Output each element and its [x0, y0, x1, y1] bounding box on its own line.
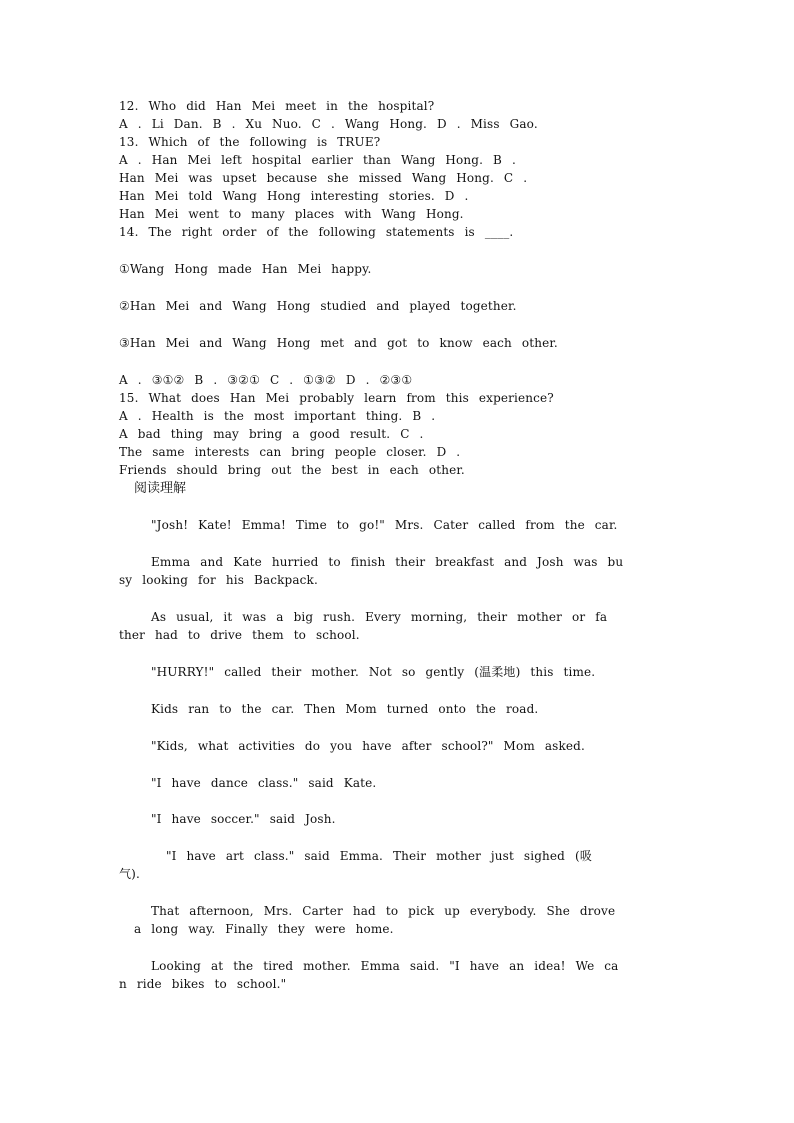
passage-paragraph: "HURRY!" called their mother. Not so gently (温柔地) this time. [151, 665, 596, 679]
question-14-stem: 14. The right order of the following statements is ____. [119, 225, 514, 239]
question-12-options: A . Li Dan. B . Xu Nuo. C . Wang Hong. D . Miss Gao. [119, 117, 538, 131]
question-14-statement: ②Han Mei and Wang Hong studied and played together. [119, 299, 517, 313]
passage-paragraph-continuation: 气). [119, 867, 140, 881]
passage-paragraph: "Kids, what activities do you have after school?" Mom asked. [151, 739, 585, 753]
passage-paragraph: "I have soccer." said Josh. [151, 812, 336, 826]
question-12-stem: 12. Who did Han Mei meet in the hospital? [119, 99, 435, 113]
passage-paragraph: Looking at the tired mother. Emma said. "I have an idea! We ca [151, 959, 619, 973]
question-13-option-line: A . Han Mei left hospital earlier than Wang Hong. B . [119, 153, 516, 167]
question-13-option-line: Han Mei went to many places with Wang Hong. [119, 207, 464, 221]
question-15-option-line: A . Health is the most important thing. B . [119, 409, 436, 423]
question-14-options: A . ③①② B . ③②① C . ①③② D . ②③① [119, 373, 413, 387]
passage-paragraph-continuation: ther had to drive them to school. [119, 628, 360, 642]
question-13-stem: 13. Which of the following is TRUE? [119, 135, 381, 149]
passage-paragraph: "Josh! Kate! Emma! Time to go!" Mrs. Cater called from the car. [151, 518, 618, 532]
passage-paragraph: "I have dance class." said Kate. [151, 776, 377, 790]
question-14-statement: ①Wang Hong made Han Mei happy. [119, 262, 372, 276]
section-heading: 阅读理解 [134, 481, 187, 496]
question-15-option-line: A bad thing may bring a good result. C . [119, 427, 424, 441]
question-13-option-line: Han Mei told Wang Hong interesting stories. D . [119, 189, 469, 203]
passage-paragraph-continuation: sy looking for his Backpack. [119, 573, 318, 587]
question-15-option-line: The same interests can bring people closer. D . [119, 445, 461, 459]
question-15-option-line: Friends should bring out the best in each other. [119, 463, 465, 477]
passage-paragraph-continuation: a long way. Finally they were home. [134, 922, 394, 936]
question-13-option-line: Han Mei was upset because she missed Wang Hong. C . [119, 171, 528, 185]
passage-paragraph: "I have art class." said Emma. Their mother just sighed (吸 [166, 849, 592, 863]
passage-paragraph-continuation: n ride bikes to school." [119, 977, 287, 991]
passage-paragraph: As usual, it was a big rush. Every morning, their mother or fa [151, 610, 608, 624]
question-14-statement: ③Han Mei and Wang Hong met and got to know each other. [119, 336, 558, 350]
passage-paragraph: Kids ran to the car. Then Mom turned onto the road. [151, 702, 539, 716]
passage-paragraph: That afternoon, Mrs. Carter had to pick up everybody. She drove [151, 904, 616, 918]
question-15-stem: 15. What does Han Mei probably learn from this experience? [119, 391, 554, 405]
passage-paragraph: Emma and Kate hurried to finish their breakfast and Josh was bu [151, 555, 624, 569]
